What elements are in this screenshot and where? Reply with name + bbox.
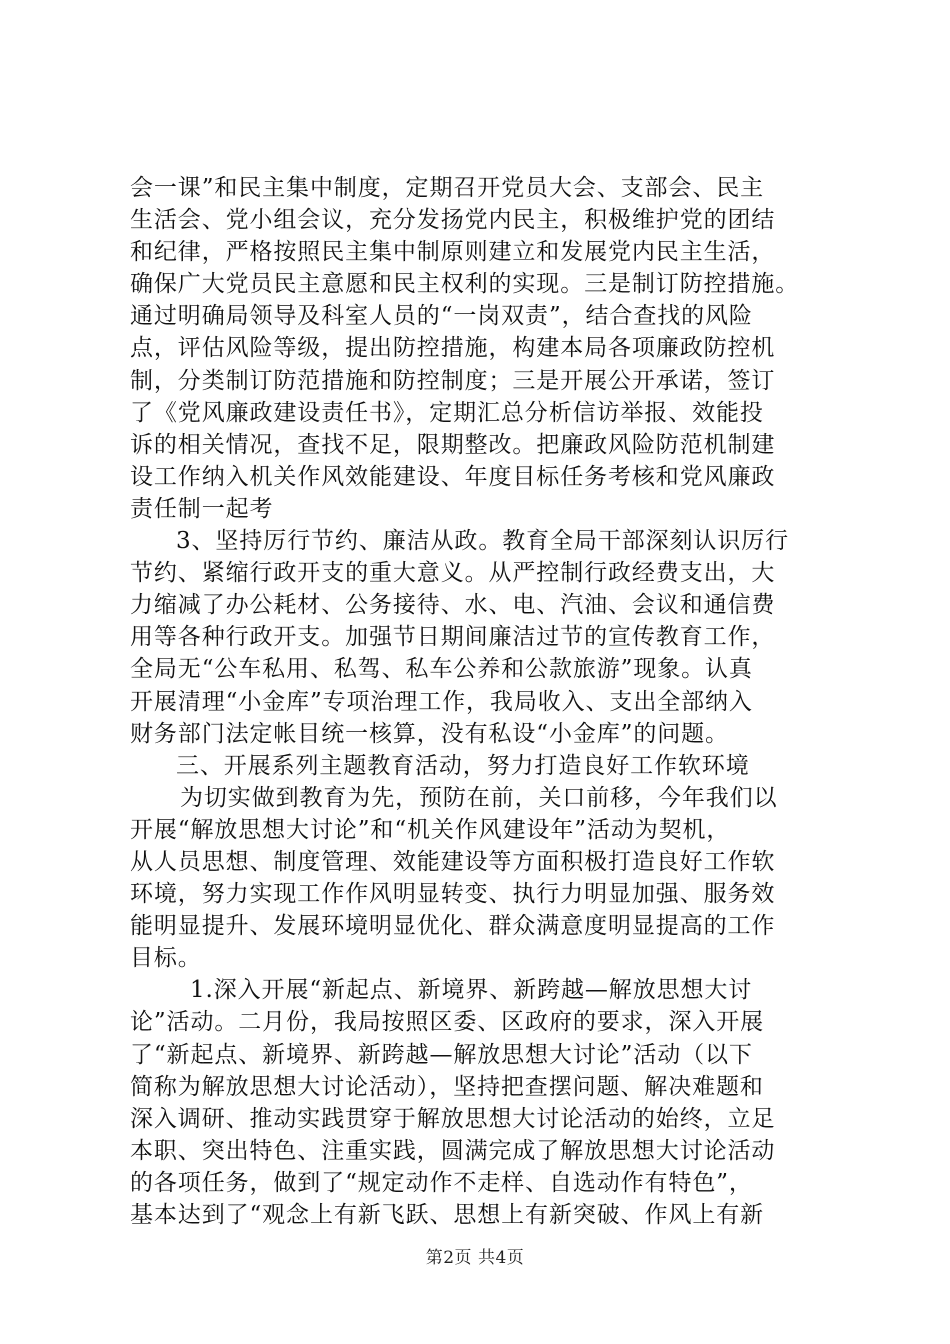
text-line: 基本达到了“观念上有新飞跃、思想上有新突破、作风上有新 — [130, 1202, 765, 1228]
text-line: 能明显提升、发展环境明显优化、群众满意度明显提高的工作 — [130, 913, 776, 940]
text-line: 了《党风廉政建设责任书》，定期汇总分析信访举报、效能投 — [130, 399, 764, 426]
page-number-footer: 第2页 共4页 — [425, 1248, 525, 1268]
text-line: 点，评估风险等级，提出防控措施，构建本局各项廉政防控机 — [130, 335, 776, 362]
text-line: 用等各种行政开支。加强节日期间廉洁过节的宣传教育工作， — [130, 624, 776, 651]
text-line: 确保广大党员民主意愿和民主权利的实现。三是制订防控措施。 — [130, 271, 800, 298]
text-line: 会一课”和民主集中制度，定期召开党员大会、支部会、民主 — [130, 175, 765, 201]
text-line: 诉的相关情况，查找不足，限期整改。把廉政风险防范机制建 — [130, 431, 776, 458]
text-line: 和纪律，严格按照民主集中制原则建立和发展党内民主生活， — [130, 239, 776, 266]
text-line: 设工作纳入机关作风效能建设、年度目标任务考核和党风廉政 — [130, 463, 776, 490]
text-line: 本职、突出特色、注重实践，圆满完成了解放思想大讨论活动 — [130, 1137, 776, 1164]
text-line: 从人员思想、制度管理、效能建设等方面积极打造良好工作软 — [130, 848, 776, 875]
text-line: 简称为解放思想大讨论活动），坚持把查摆问题、解决难题和 — [130, 1073, 764, 1100]
text-line: 制，分类制订防范措施和防控制度；三是开展公开承诺，签订 — [130, 367, 776, 394]
text-line: 的各项任务，做到了“规定动作不走样、自选动作有特色”， — [130, 1169, 753, 1196]
text-line: 开展“解放思想大讨论”和“机关作风建设年”活动为契机， — [130, 816, 731, 843]
paragraph-start-line: 为切实做到教育为先，预防在前，关口前移，今年我们以 — [180, 784, 778, 811]
text-line: 论”活动。二月份，我局按照区委、区政府的要求，深入开展 — [130, 1009, 765, 1036]
text-line: 深入调研、推动实践贯穿于解放思想大讨论活动的始终，立足 — [130, 1105, 776, 1132]
text-line: 责任制一起考 — [130, 495, 274, 522]
text-line: 生活会、党小组会议，充分发扬党内民主，积极维护党的团结 — [130, 207, 776, 234]
text-line: 力缩减了办公耗材、公务接待、水、电、汽油、会议和通信费 — [130, 592, 776, 619]
text-line: 了“新起点、新境界、新跨越—解放思想大讨论”活动（以下 — [130, 1041, 753, 1068]
text-line: 财务部门法定帐目统一核算，没有私设“小金库”的问题。 — [130, 720, 729, 747]
text-line: 节约、紧缩行政开支的重大意义。从严控制行政经费支出，大 — [130, 560, 776, 587]
section-heading: 三、开展系列主题教育活动，努力打造良好工作软环境 — [176, 752, 750, 779]
text-line: 目标。 — [130, 945, 202, 972]
text-line: 通过明确局领导及科室人员的“一岗双责”，结合查找的风险 — [130, 303, 753, 330]
paragraph-start-line: 3、坚持厉行节约、廉洁从政。教育全局干部深刻认识厉行 — [176, 528, 790, 555]
paragraph-start-line: 1.深入开展“新起点、新境界、新跨越—解放思想大讨 — [190, 977, 753, 1004]
text-line: 环境，努力实现工作作风明显转变、执行力明显加强、服务效 — [130, 881, 776, 908]
text-line: 开展清理“小金库”专项治理工作，我局收入、支出全部纳入 — [130, 688, 753, 715]
document-body — [130, 172, 845, 1231]
text-line: 全局无“公车私用、私驾、私车公养和公款旅游”现象。认真 — [130, 656, 753, 683]
